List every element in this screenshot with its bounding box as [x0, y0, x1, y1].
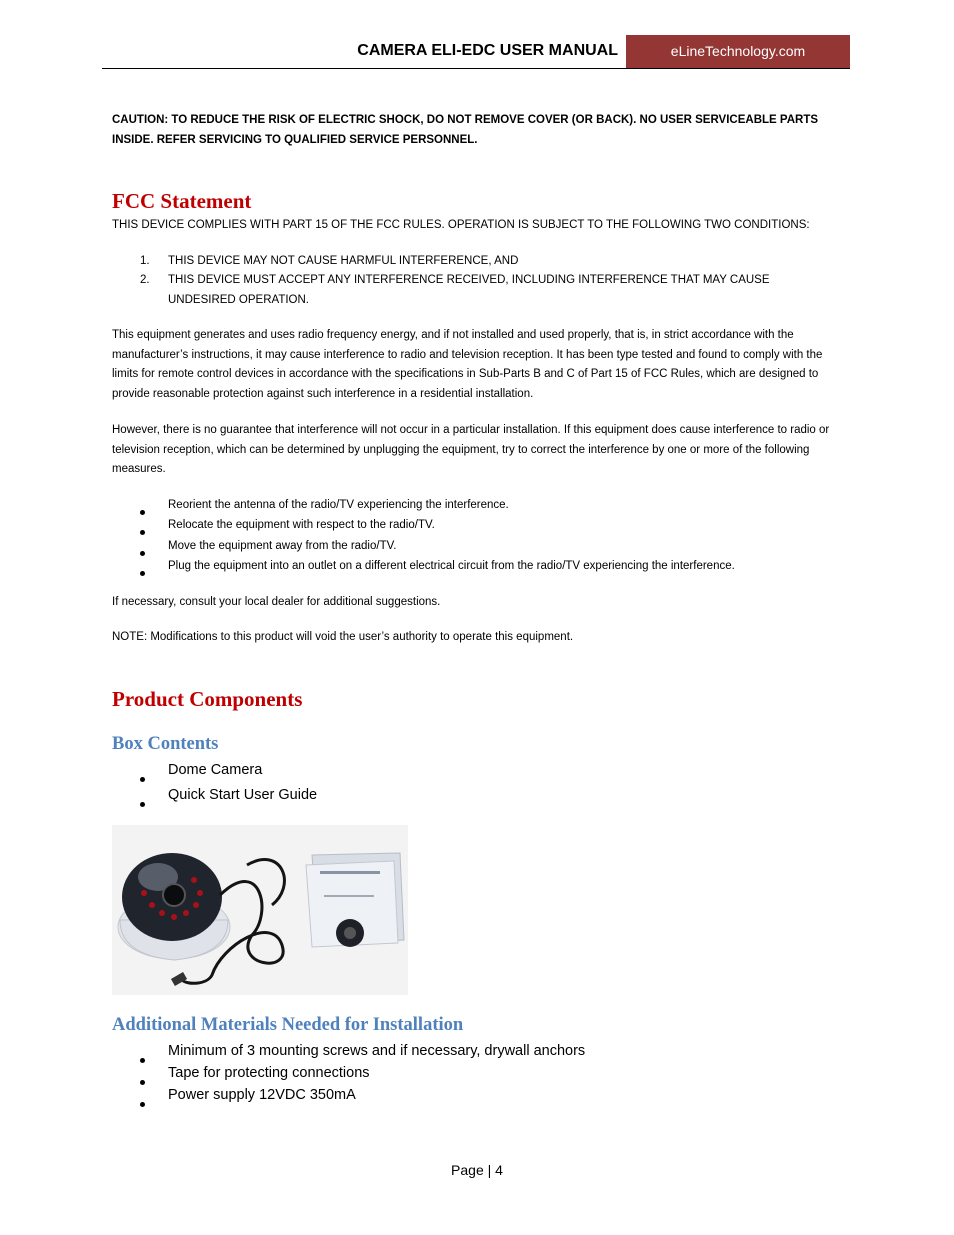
additional-item-text: Power supply 12VDC 350mA — [168, 1087, 356, 1103]
bullet-icon — [140, 1080, 145, 1085]
box-item-text: Quick Start User Guide — [168, 787, 318, 803]
list-number: 1. — [140, 255, 150, 267]
condition-text: THIS DEVICE MAY NOT CAUSE HARMFUL INTERFERENCE, AND — [168, 255, 519, 267]
box-contents-heading: Box Contents — [112, 734, 219, 754]
bullet-icon — [140, 1058, 145, 1063]
page-number: Page | 4 — [451, 1162, 503, 1178]
list-number: 2. — [140, 274, 150, 286]
measure-text: Reorient the antenna of the radio/TV experiencing the interference. — [168, 499, 509, 511]
bullet-icon — [140, 802, 145, 807]
fcc-paragraph-2: However, there is no guarantee that interference will not occur in a particular installation. If this equipment does cause interference to radio or television reception, which can be determined by unplugging the equipment, try to correct the interference by one or more of the following measures. — [112, 424, 830, 475]
bullet-icon — [140, 530, 145, 535]
condition-text: THIS DEVICE MUST ACCEPT ANY INTERFERENCE RECEIVED, INCLUDING INTERFERENCE THAT MAY CAUSE UNDESIRED OPERATION. — [168, 274, 770, 306]
additional-item-text: Minimum of 3 mounting screws and if necessary, drywall anchors — [168, 1043, 586, 1059]
bullet-icon — [140, 551, 145, 556]
header-divider — [102, 68, 850, 69]
product-photo — [112, 825, 408, 995]
bullet-icon — [140, 777, 145, 782]
measure-text: Relocate the equipment with respect to the radio/TV. — [168, 519, 435, 531]
fcc-paragraph-1: This equipment generates and uses radio frequency energy, and if not installed and used properly, that is, in strict accordance with the manufacturer’s instructions, it may cause interference to radio and television reception. It has been type tested and found to comply with the limits for remote control devices in accordance with the specifications in Sub-Parts B and C of Part 15 of FCC Rules, which are designed to provide reasonable protection against such interference in a residential installation. — [112, 329, 823, 400]
bullet-icon — [140, 1102, 145, 1107]
additional-item-text: Tape for protecting connections — [168, 1065, 370, 1081]
note-text: NOTE: Modifications to this product will void the user’s authority to operate this equipment. — [112, 631, 574, 643]
bullet-icon — [140, 510, 145, 515]
additional-materials-heading: Additional Materials Needed for Installation — [112, 1015, 464, 1035]
measure-text: Move the equipment away from the radio/TV. — [168, 540, 397, 552]
header-site-badge: eLineTechnology.com — [626, 35, 850, 68]
components-heading: Product Components — [112, 687, 303, 711]
fcc-intro: THIS DEVICE COMPLIES WITH PART 15 OF THE FCC RULES. OPERATION IS SUBJECT TO THE FOLLOWING TWO CONDITIONS: — [112, 219, 810, 231]
dealer-text: If necessary, consult your local dealer for additional suggestions. — [112, 596, 441, 608]
box-item-text: Dome Camera — [168, 762, 263, 778]
bullet-icon — [140, 571, 145, 576]
caution-text: CAUTION: TO REDUCE THE RISK OF ELECTRIC SHOCK, DO NOT REMOVE COVER (OR BACK). NO USER SERVICEABLE PARTS INSIDE. REFER SERVICING TO QUALIFIED SERVICE PERSONNEL. — [112, 114, 819, 146]
fcc-heading: FCC Statement — [112, 189, 252, 213]
measure-text: Plug the equipment into an outlet on a different electrical circuit from the radio/TV experiencing the interference. — [168, 560, 735, 572]
header-title: CAMERA ELI-EDC USER MANUAL — [357, 42, 618, 59]
